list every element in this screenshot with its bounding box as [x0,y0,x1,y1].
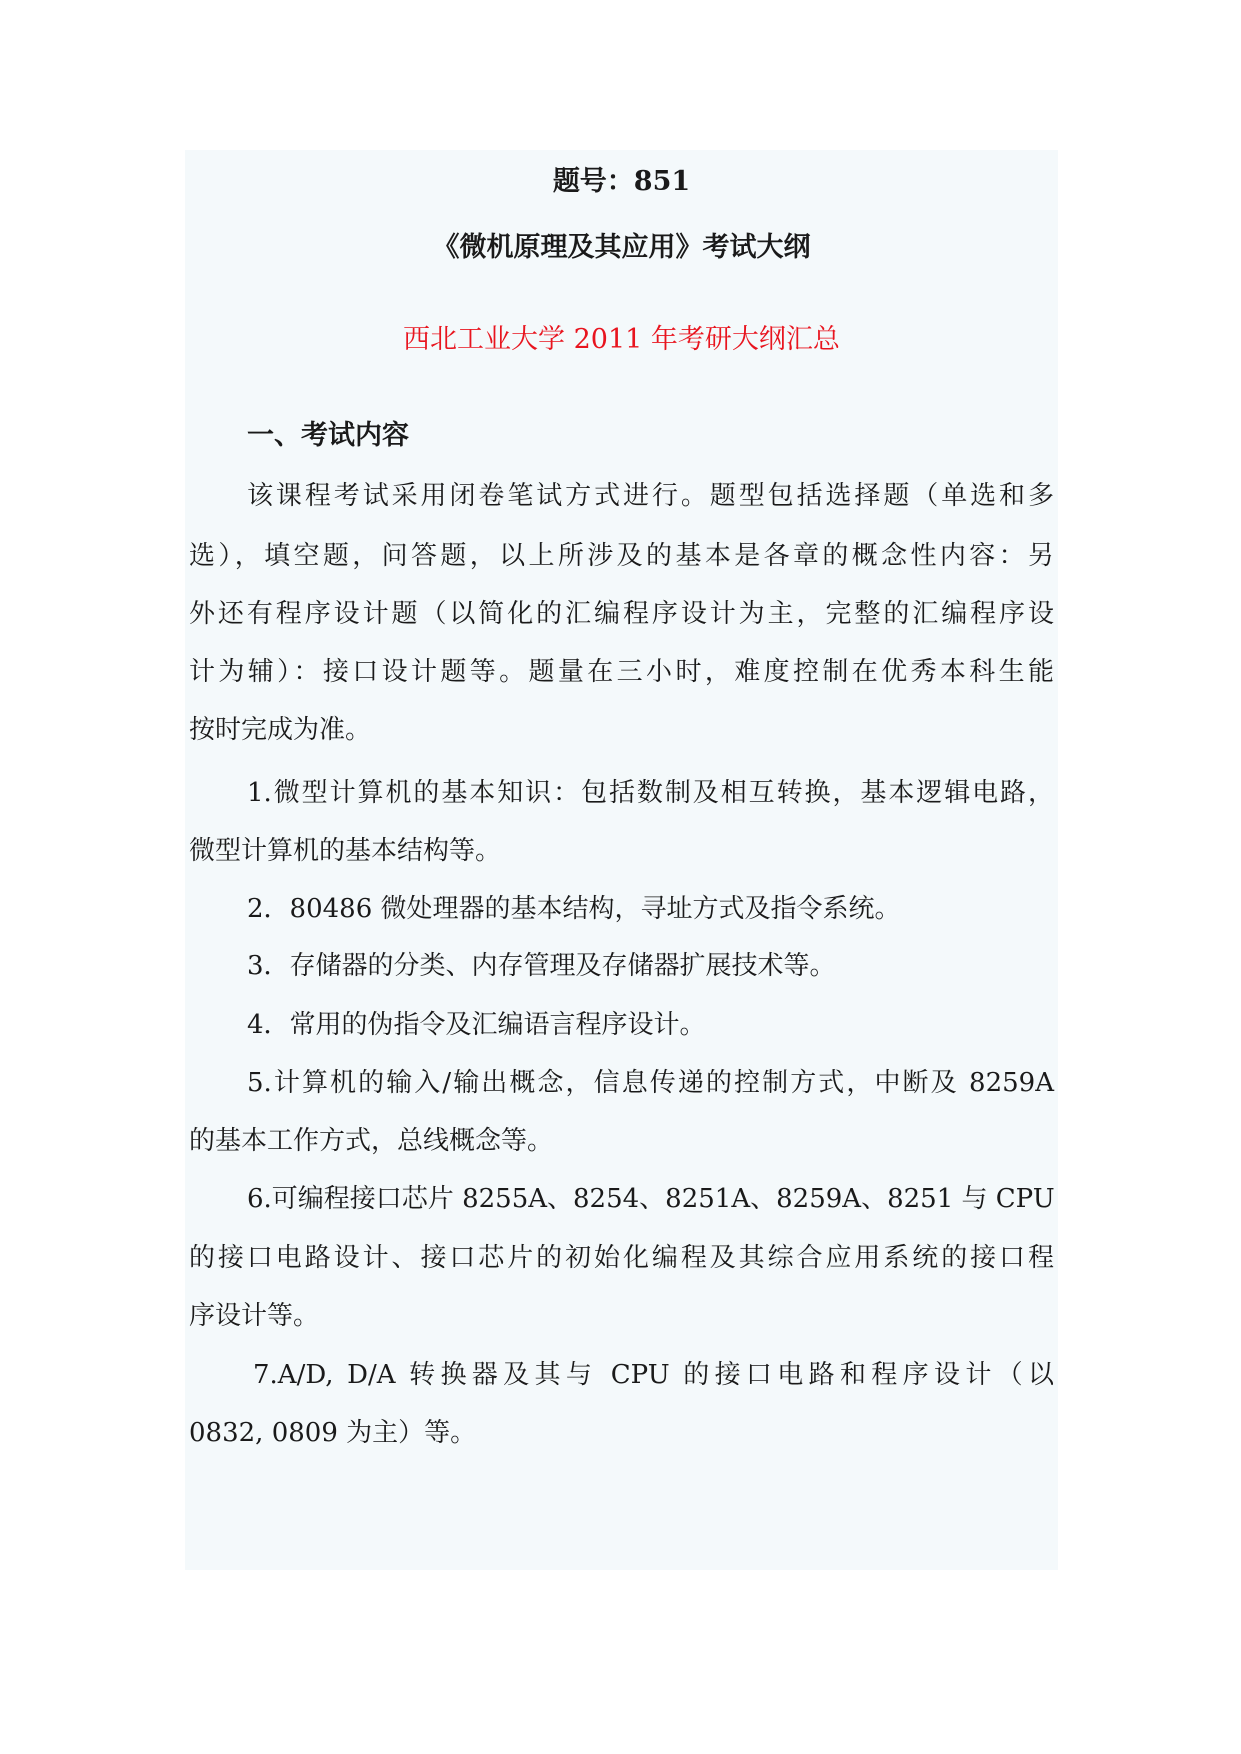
list-item-line: 7.A/D, D/A 转换器及其与 CPU 的接口电路和程序设计（以 [253,1360,1054,1390]
list-item-line: 2．80486 微处理器的基本结构，寻址方式及指令系统。 [247,894,901,924]
document-content [185,150,1058,1570]
list-item-line: 序设计等。 [189,1301,320,1331]
exam-number: 题号：851 [552,166,691,197]
list-item-line: 0832, 0809 为主）等。 [189,1418,477,1448]
section-heading: 一、考试内容 [247,420,409,451]
intro-line: 按时完成为准。 [189,715,372,745]
list-item-line: 5.计算机的输入/输出概念，信息传递的控制方式，中断及 8259A [247,1068,1054,1098]
list-item-line: 微型计算机的基本结构等。 [189,836,502,866]
intro-line: 该课程考试采用闭卷笔试方式进行。题型包括选择题（单选和多 [247,481,1054,511]
intro-line: 选），填空题，问答题，以上所涉及的基本是各章的概念性内容：另 [189,541,1054,571]
list-item-line: 的基本工作方式，总线概念等。 [189,1126,554,1156]
document-title: 《微机原理及其应用》考试大纲 [432,232,811,263]
intro-line: 计为辅）：接口设计题等。题量在三小时，难度控制在优秀本科生能 [189,657,1054,687]
list-item-line: 的接口电路设计、接口芯片的初始化编程及其综合应用系统的接口程 [189,1243,1054,1273]
list-item-line: 3．存储器的分类、内存管理及存储器扩展技术等。 [247,951,836,981]
list-item-line: 4．常用的伪指令及汇编语言程序设计。 [247,1010,706,1040]
document-subtitle: 西北工业大学 2011 年考研大纲汇总 [403,324,840,355]
list-item-line: 6.可编程接口芯片 8255A、8254、8251A、8259A、8251 与 CPU [247,1184,1055,1214]
intro-line: 外还有程序设计题（以简化的汇编程序设计为主，完整的汇编程序设 [189,599,1054,629]
list-item-line: 1.微型计算机的基本知识：包括数制及相互转换，基本逻辑电路， [247,778,1054,808]
